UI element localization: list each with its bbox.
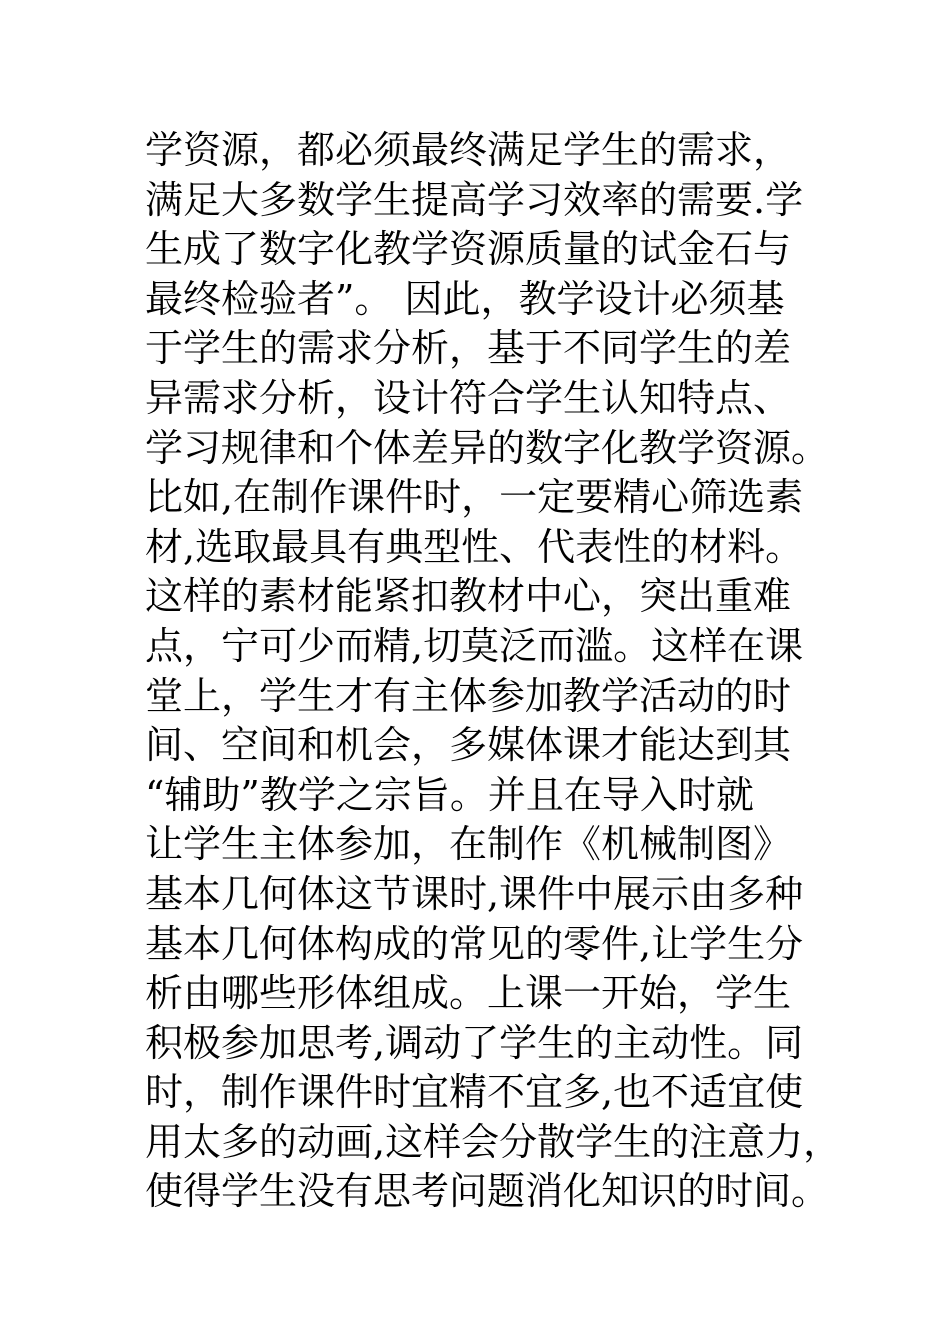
text-line: 这样的素材能紧扣教材中心，突出重难	[145, 574, 792, 619]
text-line: 异需求分析，设计符合学生认知特点、	[145, 375, 792, 420]
text-line: 使得学生没有思考问题消化知识的时间。	[145, 1169, 830, 1214]
text-line: 生成了数字化教学资源质量的试金石与	[145, 227, 792, 272]
text-line: “辅助”教学之宗旨。并且在导入时就	[145, 772, 754, 817]
text-line: 积极参加思考,调动了学生的主动性。同	[145, 1020, 804, 1065]
text-line: 点，宁可少而精,切莫泛而滥。这样在课	[145, 623, 804, 668]
text-line: 让学生主体参加，在制作《机械制图》	[145, 822, 792, 867]
text-line: 材,选取最具有典型性、代表性的材料。	[145, 524, 804, 569]
text-line: 比如,在制作课件时，一定要精心筛选素	[145, 475, 804, 520]
text-line: 间、空间和机会，多媒体课才能达到其	[145, 723, 792, 768]
text-line: 于学生的需求分析，基于不同学生的差	[145, 326, 792, 371]
text-line: 时，制作课件时宜精不宜多,也不适宜使	[145, 1070, 804, 1115]
text-line: 满足大多数学生提高学习效率的需要.学	[145, 177, 804, 222]
text-line: 基本几何体这节课时,课件中展示由多种	[145, 871, 804, 916]
text-line: 学资源，都必须最终满足学生的需求，	[145, 128, 792, 172]
text-line: 析由哪些形体组成。上课一开始，学生	[145, 971, 792, 1016]
text-line: 用太多的动画,这样会分散学生的注意力，	[145, 1119, 842, 1164]
text-line: 基本几何体构成的常见的零件,让学生分	[145, 921, 804, 966]
text-line: 堂上，学生才有主体参加教学活动的时	[145, 673, 792, 718]
text-line: 最终检验者”。 因此，教学设计必须基	[145, 276, 785, 321]
text-line: 学习规律和个体差异的数字化教学资源。	[145, 425, 830, 470]
body-text	[145, 126, 845, 1217]
